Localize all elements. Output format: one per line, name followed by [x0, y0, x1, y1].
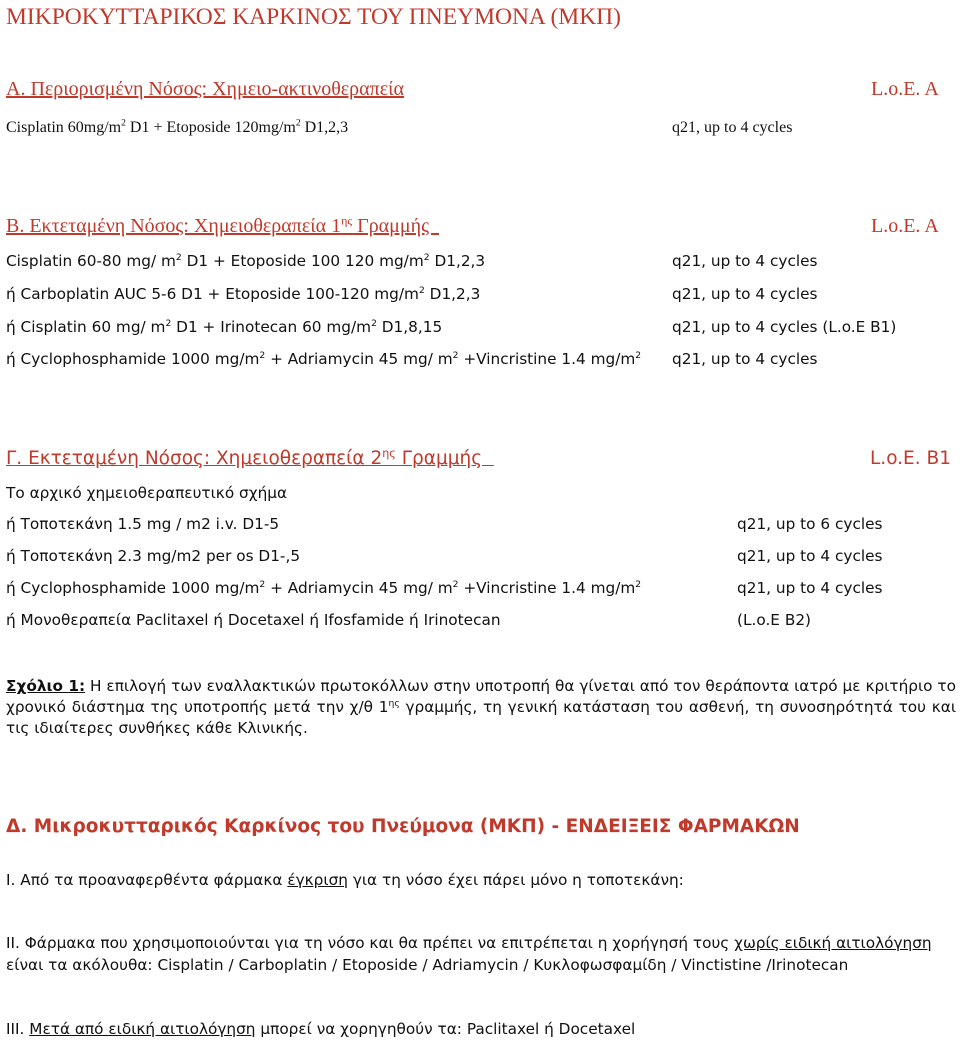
section-b-regimen: Cisplatin 60-80 mg/ $m^2$ D1 + Etoposide 100 120 $mg/m^2$ D1,2,3 [6, 251, 486, 270]
section-b-loe: L.o.E. A [871, 215, 939, 237]
section-d-heading: Δ. Μικροκυτταρικός Καρκίνος του Πνεύμονα (ΜΚΠ) - ΕΝΔΕΙΞΕΙΣ ΦΑΡΜΑΚΩΝ [6, 816, 800, 837]
section-b-schedule: q21, up to 4 cycles (L.o.E B1) [672, 318, 897, 336]
section-c-loe: L.o.E. B1 [870, 448, 951, 469]
section-c-heading: Γ. Εκτεταμένη Νόσος: Χημειοθεραπεία $2^{\eta\varsigma}$ Γραμμής [6, 446, 494, 469]
section-a-loe: L.o.E. A [871, 78, 939, 100]
section-c-schedule: (L.o.E B2) [737, 611, 812, 629]
section-a-heading: Α. Περιορισμένη Νόσος: Χημειο-ακτινοθεραπεία [6, 78, 404, 100]
section-a-regimen: Cisplatin $60mg/m^2$ D1 + Etoposide $120mg/m^2$ D1,2,3 [6, 117, 349, 136]
page-title: ΜΙΚΡΟΚΥΤΤΑΡΙΚΟΣ ΚΑΡΚΙΝΟΣ ΤΟΥ ΠΝΕΥΜΟΝΑ (ΜΚΠ) [6, 4, 621, 30]
section-c-schedule: q21, up to 4 cycles [737, 547, 883, 565]
section-c-schedule: q21, up to 6 cycles [737, 515, 883, 533]
section-d-item-3: ΙΙΙ. Μετά από ειδική αιτιολόγηση μπορεί να χορηγηθούν τα: Paclitaxel ή Docetaxel [6, 1020, 636, 1038]
section-d-item-1: Ι. Από τα προαναφερθέντα φάρμακα έγκριση για τη νόσο έχει πάρει μόνο η τοποτεκάνη: [6, 871, 684, 889]
section-c-regimen: ή Μονοθεραπεία Paclitaxel ή Docetaxel ή Ifosfamide ή Irinotecan [6, 611, 501, 629]
section-c-regimen: ή Cyclophosphamide 1000 $mg/m^2$ + Adriamycin 45 mg/ $m^2$ +Vincristine 1.4 $mg/m^2$ [6, 578, 642, 597]
section-a-schedule: q21, up to 4 cycles [672, 119, 793, 136]
section-c-regimen: ή Τοποτεκάνη 1.5 mg / m2 i.v. D1-5 [6, 515, 280, 533]
section-b-schedule: q21, up to 4 cycles [672, 350, 818, 368]
section-b-regimen: ή Cyclophosphamide 1000 $mg/m^2$ + Adriamycin 45 mg/ $m^2$ +Vincristine 1.4 $mg/m^2$ [6, 349, 642, 368]
section-b-schedule: q21, up to 4 cycles [672, 252, 818, 270]
section-c-regimen: ή Τοποτεκάνη 2.3 mg/m2 per os D1-,5 [6, 547, 301, 565]
section-d-item-2-continued: είναι τα ακόλουθα: Cisplatin / Carboplatin / Etoposide / Adriamycin / Κυκλοφωσφαμίδη / Vinctistine /Irinotecan [6, 956, 849, 974]
section-d-item-2: ΙΙ. Φάρμακα που χρησιμοποιούνται για τη νόσο και θα πρέπει να επιτρέπεται η χορήγησή τους χωρίς ειδική αιτιολόγηση [6, 934, 932, 952]
section-c-schedule: q21, up to 4 cycles [737, 579, 883, 597]
section-c-intro: Το αρχικό χημειοθεραπευτικό σχήμα [6, 484, 288, 502]
section-b-regimen: ή Carboplatin AUC 5-6 D1 + Etoposide 100-120 $mg/m^2$ D1,2,3 [6, 284, 481, 303]
section-b-regimen: ή Cisplatin 60 mg/ $m^2$ D1 + Irinotecan 60 $mg/m^2$ D1,8,15 [6, 317, 443, 336]
note-paragraph: Σχόλιο 1: Η επιλογή των εναλλακτικών πρωτοκόλλων στην υποτροπή θα γίνεται από τον θεράποντα ιατρό με κριτήριο το χρονικό διάστημα της υποτροπής μετά την χ/θ $1^{\eta\varsigma}$ γραμμής, τη γενική κατάσταση του ασθενή, τη συνοσηρότητά του και τις ιδιαίτερες συνθήκες κάθε Κλινικής. [6, 677, 956, 737]
section-b-schedule: q21, up to 4 cycles [672, 285, 818, 303]
section-b-heading: Β. Εκτεταμένη Νόσος: Χημειοθεραπεία $1^{\eta\varsigma}$ Γραμμής [6, 213, 439, 237]
note-label: Σχόλιο 1: [6, 677, 86, 695]
